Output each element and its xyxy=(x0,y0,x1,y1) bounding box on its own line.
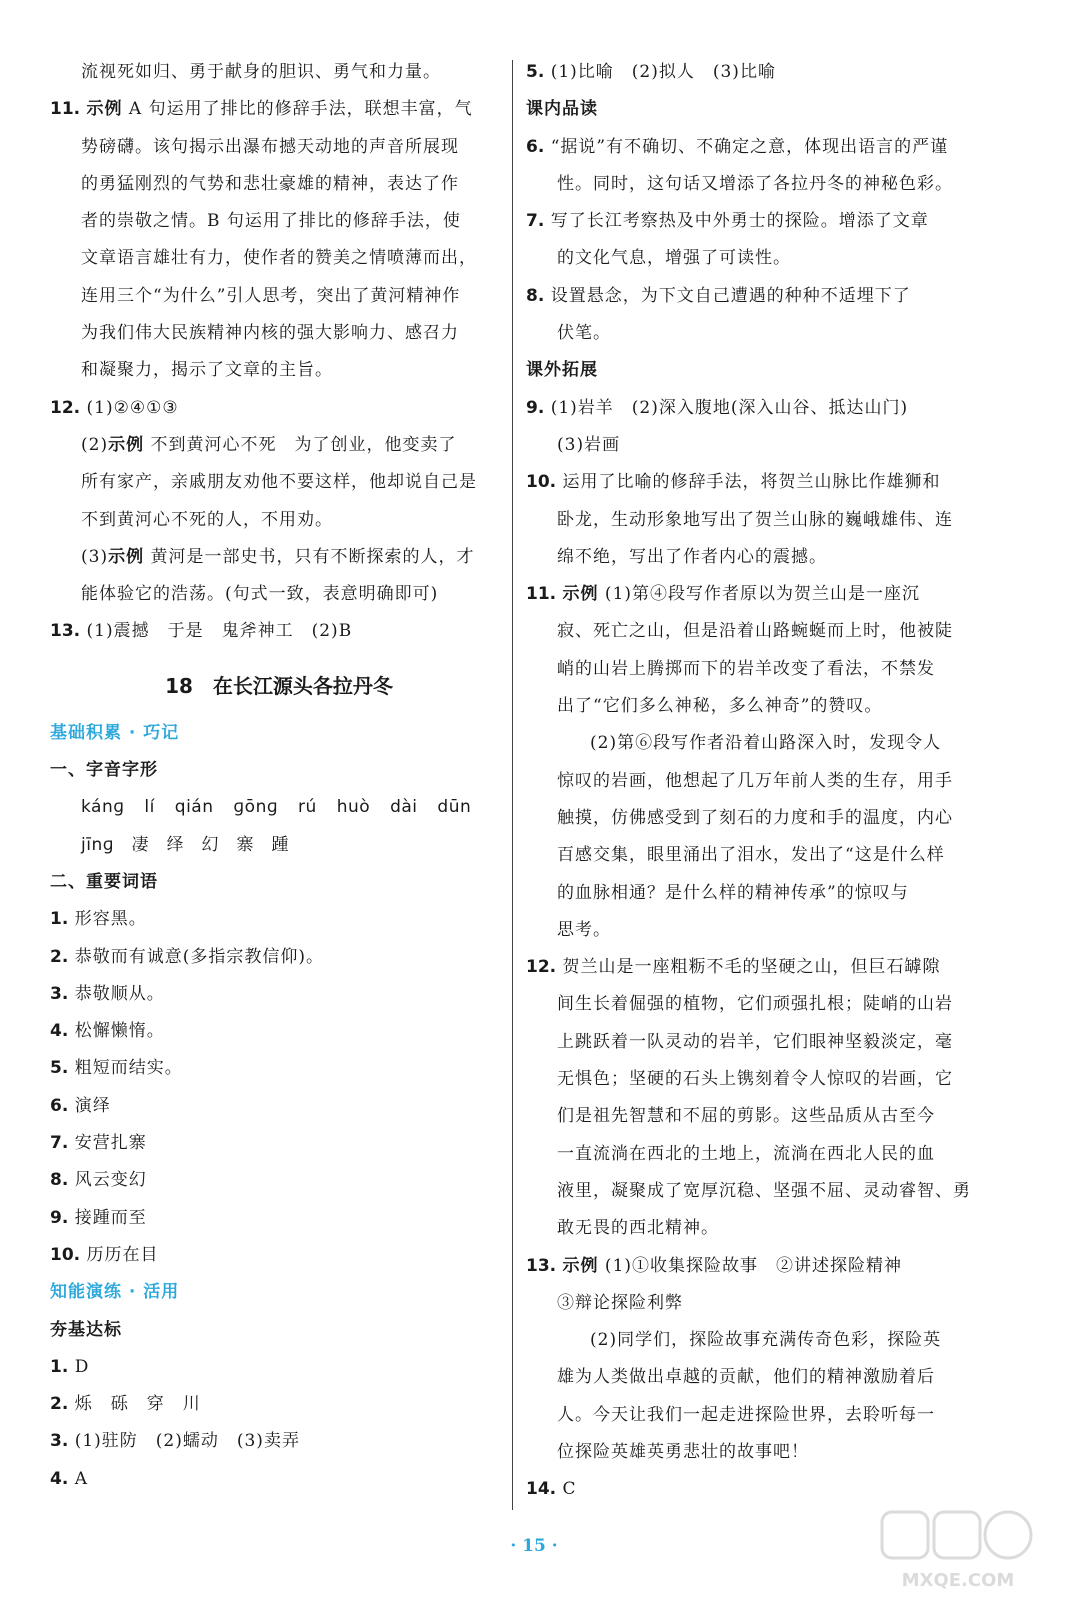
item-number: 10. xyxy=(50,1244,81,1265)
subsection-heading: 夯基达标 xyxy=(50,1319,122,1340)
list-item xyxy=(50,1349,508,1386)
list-item xyxy=(50,1386,508,1423)
list-item xyxy=(50,939,508,976)
text-line: 触摸，仿佛感受到了刻石的力度和手的温度，内心 xyxy=(557,807,953,828)
question-number: 11. xyxy=(50,99,81,120)
right-column xyxy=(526,54,984,1509)
item-text: 恭敬而有诚意(多指宗教信仰)。 xyxy=(74,946,324,967)
pinyin-line: kánɡ lí qián ɡōnɡ rú huò dài dūn xyxy=(81,797,472,818)
answer-8 xyxy=(526,278,984,315)
section-heading-skill: 知能演练 · 活用 xyxy=(50,1282,180,1303)
svg-text:MXQE.COM: MXQE.COM xyxy=(901,1570,1015,1591)
item-text: (1)驻防 (2)蠕动 (3)卖弄 xyxy=(74,1431,300,1452)
text-line: 上跳跃着一队灵动的岩羊，它们眼神坚毅淡定，毫 xyxy=(557,1031,953,1052)
answer-11 xyxy=(50,91,508,128)
text-line: 能体验它的浩荡。(句式一致，表意明确即可) xyxy=(81,584,439,605)
item-text: 形容黑。 xyxy=(74,909,147,930)
item-text: 演绎 xyxy=(74,1095,111,1116)
item-text: D xyxy=(74,1356,90,1377)
answer-6 xyxy=(526,129,984,166)
question-number: 10. xyxy=(526,472,557,493)
list-item xyxy=(50,1461,508,1498)
text-line xyxy=(50,539,508,576)
text-line: 人。今天让我们一起走进探险世界，去聆听每一 xyxy=(557,1404,935,1425)
item-number: 3. xyxy=(50,983,69,1004)
text-line: (2)同学们，探险故事充满传奇色彩，探险英 xyxy=(590,1330,942,1351)
lesson-title: 18 在长江源头各拉丹冬 xyxy=(165,673,393,698)
text-line: 不到黄河心不死的人，不用劝。 xyxy=(81,509,333,530)
question-number: 13. xyxy=(526,1255,557,1276)
subsection-heading: 课外拓展 xyxy=(526,360,598,381)
item-text: 粗短而结实。 xyxy=(74,1058,183,1079)
example-label: 示例 xyxy=(108,546,145,567)
answer-12 xyxy=(526,949,984,986)
text-line xyxy=(50,427,508,464)
list-item xyxy=(50,1162,508,1199)
sub-number: (2) xyxy=(81,434,109,455)
answer-13 xyxy=(526,1248,984,1285)
answer-text: “据说”有不确切、不确定之意，体现出语言的严谨 xyxy=(550,136,949,157)
answer-text: (1)比喻 (2)拟人 (3)比喻 xyxy=(550,62,776,82)
text-line: 伏笔。 xyxy=(557,323,611,344)
text-line: 所有家产，亲戚朋友劝他不要这样，他却说自己是 xyxy=(81,472,477,493)
example-label: 示例 xyxy=(108,434,145,455)
text-line: 卧龙，生动形象地写出了贺兰山脉的巍峨雄伟、连 xyxy=(557,509,953,530)
text-line: 出了“它们多么神秘，多么神奇”的赞叹。 xyxy=(557,696,883,717)
item-number: 9. xyxy=(50,1207,69,1228)
column-divider xyxy=(512,60,513,1510)
answer-text: (1)岩羊 (2)深入腹地(深入山谷、抵达山门) xyxy=(550,397,909,418)
text-line: 液里，凝聚成了宽厚沉稳、坚强不屈、灵动睿智、勇 xyxy=(557,1180,971,1201)
list-item xyxy=(50,976,508,1013)
item-number: 2. xyxy=(50,1394,69,1415)
text-line: 连用三个“为什么”引人思考，突出了黄河精神作 xyxy=(81,285,461,306)
question-number: 5. xyxy=(526,62,545,82)
question-number: 12. xyxy=(526,957,557,978)
text-line: 的血脉相通？是什么样的精神传承”的惊叹与 xyxy=(557,882,909,903)
answer-14 xyxy=(526,1471,984,1508)
text-line: 位探险英雄英勇悲壮的故事吧！ xyxy=(557,1441,809,1462)
answer-text: 运用了比喻的修辞手法，将贺兰山脉比作雄狮和 xyxy=(562,472,941,493)
list-item xyxy=(50,1125,508,1162)
question-number: 13. xyxy=(50,621,81,642)
text-line: 者的崇敬之情。B 句运用了排比的修辞手法，使 xyxy=(81,211,461,232)
answer-text: 不到黄河心不死 为了创业，他变卖了 xyxy=(144,434,457,455)
item-number: 4. xyxy=(50,1021,69,1042)
text-line: 为我们伟大民族精神内核的强大影响力、感召力 xyxy=(81,323,459,344)
page-number: · 15 · xyxy=(510,1536,558,1556)
answer-text: (1)震撼 于是 鬼斧神工 (2)B xyxy=(86,621,353,642)
answer-text: C xyxy=(562,1479,577,1500)
answer-text: 写了长江考察热及中外勇士的探险。增添了文章 xyxy=(550,211,929,232)
pinyin-line: jīnɡ 凄 绎 幻 寨 踵 xyxy=(81,834,290,855)
text-line: 雄为人类做出卓越的贡献，他们的精神激励着后 xyxy=(557,1367,935,1388)
item-number: 1. xyxy=(50,909,69,930)
list-item xyxy=(50,1050,508,1087)
answer-12 xyxy=(50,390,508,427)
subsection-heading: 二、重要词语 xyxy=(50,871,158,892)
section-heading-basic: 基础积累 · 巧记 xyxy=(50,722,180,743)
question-number: 11. xyxy=(526,584,557,605)
list-item xyxy=(50,1013,508,1050)
answer-text: 贺兰山是一座粗粝不毛的坚硬之山，但巨石罅隙 xyxy=(562,957,941,978)
text-line: 百感交集，眼里涌出了泪水，发出了“这是什么样 xyxy=(557,845,945,866)
text-line: 和凝聚力，揭示了文章的主旨。 xyxy=(81,360,333,381)
question-number: 14. xyxy=(526,1479,557,1500)
list-item xyxy=(50,901,508,938)
answer-text: (1)第④段写作者原以为贺兰山是一座沉 xyxy=(598,584,921,605)
text-line: (3)岩画 xyxy=(557,434,621,455)
text-line: 流视死如归、勇于献身的胆识、勇气和力量。 xyxy=(81,62,441,82)
text-line: 一直流淌在西北的土地上，流淌在西北人民的血 xyxy=(557,1143,935,1164)
text-line: 思考。 xyxy=(557,919,611,940)
subsection-heading: 一、字音字形 xyxy=(50,760,158,781)
item-text: 安营扎寨 xyxy=(74,1133,147,1154)
answer-11 xyxy=(526,576,984,613)
item-text: 松懈懒惰。 xyxy=(74,1021,165,1042)
list-item xyxy=(50,1088,508,1125)
text-line: 绵不绝，写出了作者内心的震撼。 xyxy=(557,546,827,567)
text-line: 性。同时，这句话又增添了各拉丹冬的神秘色彩。 xyxy=(557,173,953,194)
text-line: 的文化气息，增强了可读性。 xyxy=(557,248,791,269)
answer-7 xyxy=(526,203,984,240)
item-number: 5. xyxy=(50,1058,69,1079)
text-line: ③辩论探险利弊 xyxy=(557,1292,683,1313)
item-number: 2. xyxy=(50,946,69,967)
text-line: 寂、死亡之山，但是沿着山路蜿蜒而上时，他被陡 xyxy=(557,621,953,642)
question-number: 6. xyxy=(526,136,545,157)
item-text: 历历在目 xyxy=(86,1244,159,1265)
answer-text: (1)①收集探险故事 ②讲述探险精神 xyxy=(598,1255,903,1276)
item-text: 风云变幻 xyxy=(74,1170,147,1191)
item-number: 7. xyxy=(50,1133,69,1154)
subsection-heading: 课内品读 xyxy=(526,99,598,120)
left-column xyxy=(50,54,508,1498)
example-label: 示例 xyxy=(562,584,599,605)
question-number: 8. xyxy=(526,285,545,306)
answer-text: (1)②④①③ xyxy=(86,397,179,418)
item-text: 接踵而至 xyxy=(74,1207,147,1228)
list-item xyxy=(50,1200,508,1237)
answer-text: A 句运用了排比的修辞手法，联想丰富，气 xyxy=(122,99,473,120)
watermark-logo xyxy=(878,1504,1038,1594)
text-line: 敢无畏的西北精神。 xyxy=(557,1218,719,1239)
item-number: 4. xyxy=(50,1468,69,1489)
text-line: 无惧色；坚硬的石头上镌刻着令人惊叹的岩画，它 xyxy=(557,1069,953,1090)
text-line: 的勇猛刚烈的气势和悲壮豪雄的精神，表达了作 xyxy=(81,173,459,194)
item-text: 恭敬顺从。 xyxy=(74,983,165,1004)
answer-9 xyxy=(526,390,984,427)
item-text: A xyxy=(74,1468,88,1489)
text-line: 势磅礴。该句揭示出瀑布撼天动地的声音所展现 xyxy=(81,136,459,157)
answer-10 xyxy=(526,464,984,501)
item-number: 3. xyxy=(50,1431,69,1452)
text-line: 们是祖先智慧和不屈的剪影。这些品质从古至今 xyxy=(557,1106,935,1127)
answer-13 xyxy=(50,613,508,650)
text-line: 惊叹的岩画，他想起了几万年前人类的生存，用手 xyxy=(557,770,953,791)
item-number: 6. xyxy=(50,1095,69,1116)
sub-number: (3) xyxy=(81,546,109,567)
item-number: 8. xyxy=(50,1170,69,1191)
item-number: 1. xyxy=(50,1356,69,1377)
answer-5 xyxy=(526,54,984,91)
answer-text: 黄河是一部史书，只有不断探索的人，才 xyxy=(144,546,475,567)
question-number: 12. xyxy=(50,397,81,418)
example-label: 示例 xyxy=(562,1255,599,1276)
question-number: 9. xyxy=(526,397,545,418)
answer-text: 设置悬念，为下文自己遭遇的种种不适埋下了 xyxy=(550,285,911,306)
list-item xyxy=(50,1423,508,1460)
list-item xyxy=(50,1237,508,1274)
example-label: 示例 xyxy=(86,99,123,120)
question-number: 7. xyxy=(526,211,545,232)
text-line: 文章语言雄壮有力，使作者的赞美之情喷薄而出， xyxy=(81,248,477,269)
text-line: 峭的山岩上腾掷而下的岩羊改变了看法，不禁发 xyxy=(557,658,935,679)
text-line: 间生长着倔强的植物，它们顽强扎根；陡峭的山岩 xyxy=(557,994,953,1015)
text-line: (2)第⑥段写作者沿着山路深入时，发现令人 xyxy=(590,733,942,754)
item-text: 烁 砾 穿 川 xyxy=(74,1394,201,1415)
